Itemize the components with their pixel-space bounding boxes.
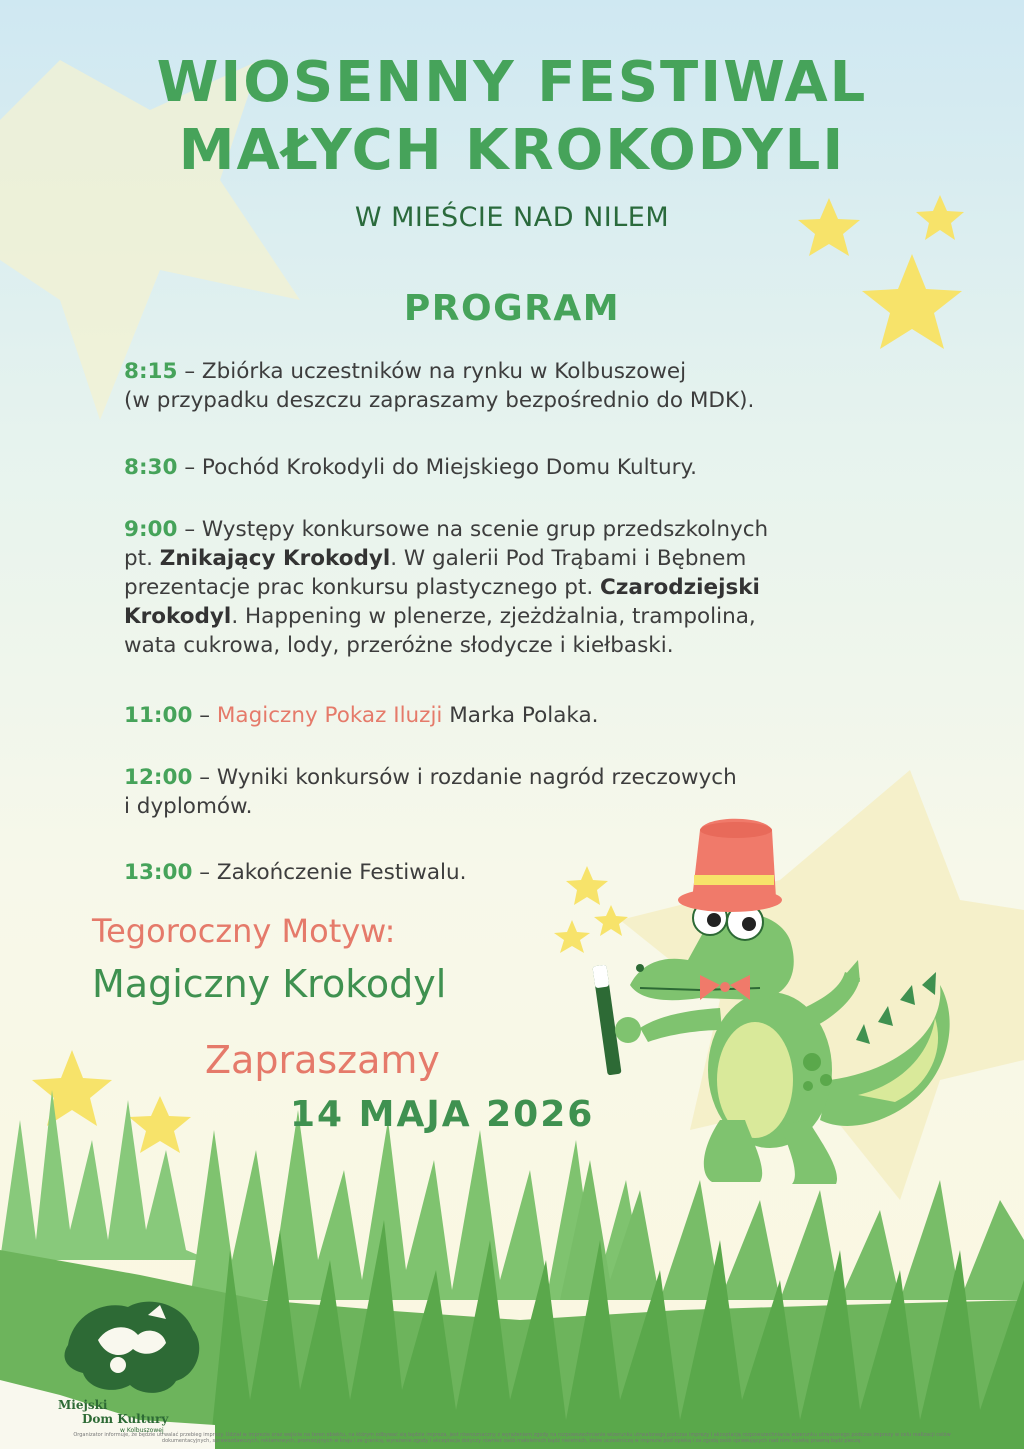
star-icon [129,1096,191,1153]
logo-text: Miejski [58,1398,108,1412]
title-line-1: WIOSENNY FESTIWAL [156,50,868,115]
bold-title: Czarodziejski [600,575,760,600]
entry-text: Marka Polaka. [449,703,599,728]
program-entry [124,763,904,821]
entry-text: (w przypadku deszczu zapraszamy bezpośrednio do MDK). [124,388,755,413]
entry-time: 13:00 [124,860,193,885]
entry-text: – Występy konkursowe na scenie grup przedszkolnych [184,517,769,542]
entry-time: 8:15 [124,359,178,384]
star-icon [594,905,628,936]
bold-title: Krokodyl [124,604,232,629]
entry-time: 11:00 [124,703,193,728]
motto-label: Tegoroczny Motyw: [92,912,396,950]
program-heading: PROGRAM [403,288,621,329]
entry-text: – Pochód Krokodyli do Miejskiego Domu Kultury. [184,455,697,480]
entry-text: – Zakończenie Festiwalu. [199,860,467,885]
entry-text: pt. [124,546,153,571]
program-entry [124,453,904,482]
motto-value: Magiczny Krokodyl [92,962,447,1006]
subtitle: W MIEŚCIE NAD NILEM [354,202,670,233]
logo-text: Dom Kultury [82,1412,169,1426]
bold-title: Znikający Krokodyl [159,546,391,571]
entry-text: . W galerii Pod Trąbami i Bębnem [390,546,747,571]
highlight-text: Magiczny Pokaz Iluzji [216,703,443,728]
event-date: 14 MAJA 2026 [290,1094,595,1135]
entry-text: i dyplomów. [124,794,253,819]
invite-text: Zapraszamy [205,1038,440,1082]
entry-text: – Wyniki konkursów i rozdanie nagród rzeczowych [199,765,737,790]
star-icon [554,920,590,953]
entry-text: prezentacje prac konkursu plastycznego pt. [124,575,594,600]
program-entry [124,701,904,730]
entry-time: 8:30 [124,455,178,480]
entry-time: 12:00 [124,765,193,790]
entry-text: . Happening w plenerze, zjeżdżalnia, trampolina, [231,604,756,629]
star-icon [32,1050,112,1126]
entry-time: 9:00 [124,517,178,542]
program-entry [124,357,904,415]
program-entry [124,515,904,660]
entry-text: – Zbiórka uczestników na rynku w Kolbuszowej [184,359,687,384]
program-entry [124,858,904,887]
footer-note: Organizator informuje, że będzie utrwalać przebieg imprezy. Udział w imprezie oraz wejście na teren obiektu, na którym odbywać się będzie impreza, jest równoznaczny z wyrażeniem zgody na rozpowszechnianie wizerunku utrwalonego podczas imprezy i akceptacją rozpowszechniania wizerunku utrwalonego podczas imprezy w celu realizacji celów dokumentacyjnych, sprawozdawczych, reklamowych, promocyjnych w kraju i za granicą, wyrażenie zgody i akceptacja dotyczy również osób małoletnich bądź nieletnich, które uczestniczą w imprezie pod opieką i za zgodą osób sprawujących nad nimi opiekę prawną bądź pieczę. [73,1432,951,1444]
entry-text: wata cukrowa, lody, przeróżne słodycze i kiełbaski. [124,633,674,658]
logo-text: w Kolbuszowej [120,1427,164,1434]
title-line-2: MAŁYCH KROKODYLI [178,118,846,183]
entry-dash: – [199,703,211,728]
